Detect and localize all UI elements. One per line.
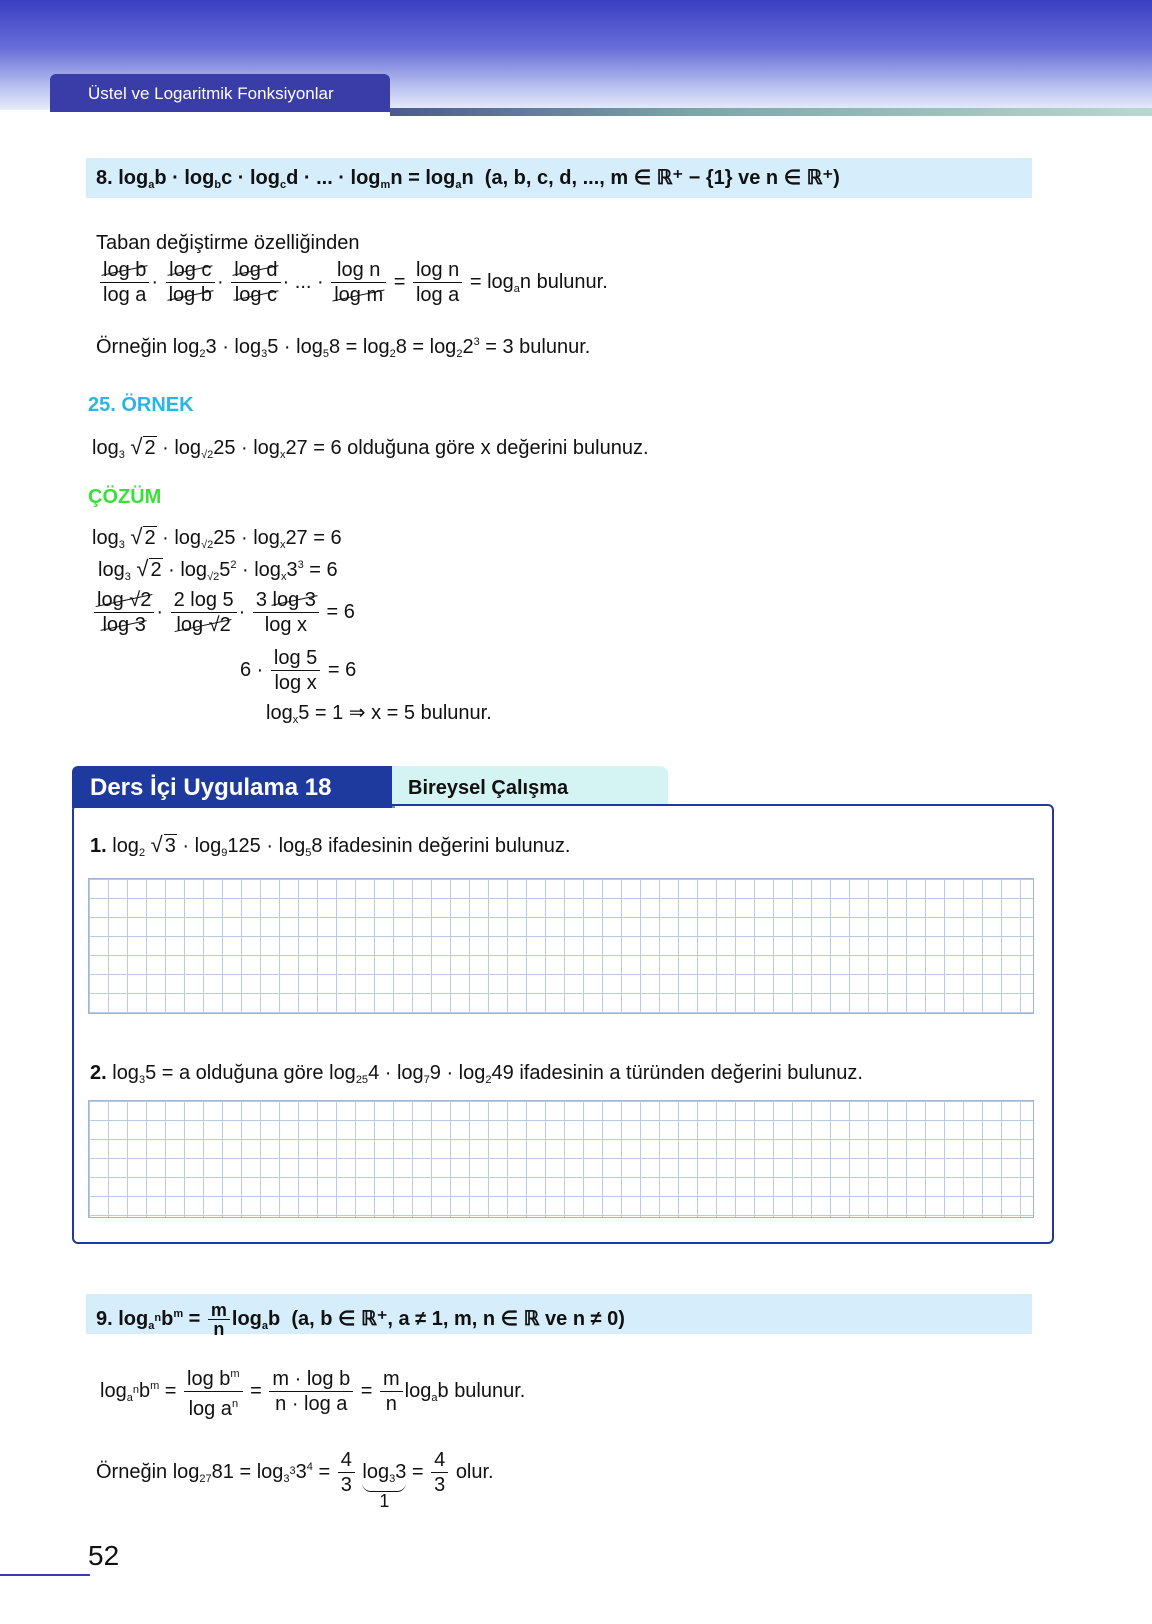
- page-number: 52: [88, 1540, 120, 1571]
- header-rule: [390, 108, 1152, 116]
- solution-line-2: $\log_3$ √ $2 \cdot \log_{√2}5^2 \cdot \log_x3^3 = 6$: [98, 556, 338, 583]
- practice-title: Ders İçi Uygulama 18: [72, 766, 392, 808]
- rule-9-number: 9.: [96, 1308, 113, 1330]
- rule-9-box: 9. $\log_{a^n}b^m$ = $\frac{m}{n}$ $\log_ab$ (a, b ∈ ℝ⁺, a ≠ 1, m, n ∈ ℝ ve n ≠ 0): [86, 1294, 1032, 1334]
- question-tail: = 6 olduğuna göre x değerini bulunuz.: [313, 437, 649, 459]
- rule-9-example: Örneğin $\log_{27}81 = \log_{3^3}3^4$ = $\frac{4}{3}$ $\log_33$ 1 = $\frac{4}{3}$ olur.: [96, 1449, 494, 1511]
- example-title: 25. ÖRNEK: [88, 394, 194, 416]
- example-prefix: Örneğin: [96, 336, 168, 358]
- page-number-rule: [0, 1574, 90, 1576]
- question-2: 2. $\log_35 = a$ olduğuna göre $\log_{25}4 \cdot \log_79 \cdot \log_249$ ifadesinin a türünden değerini bulunuz.: [90, 1062, 863, 1086]
- chapter-tab: Üstel ve Logaritmik Fonksiyonlar: [50, 74, 390, 112]
- rule-9-result: bulunur.: [454, 1379, 526, 1402]
- rule-8-derivation: $\frac{\text{log b}}{\text{log a}}$ · $\frac{\text{log c}}{\text{log b}}$ · $\frac{\text{log d}}{\text{log c}}$ · ... · $\frac{\text{log n}}{\text{log m}}$ = $\frac{\text{log n}}{\text{log a}}$ = $\log_an$ bulunur.: [98, 258, 608, 307]
- example-result: = 3 bulunur.: [485, 336, 591, 358]
- rule-8-example: Örneğin $\log_23 \cdot \log_35 \cdot \log_58 = \log_28 = \log_22^3 = 3$ bulunur.: [96, 336, 591, 360]
- question-1: 1. $\log_2$ √ $3 \cdot \log_9125 \cdot \log_58$ ifadesinin değerini bulunuz.: [90, 832, 571, 859]
- question-1-number: 1.: [90, 835, 107, 857]
- practice-subtitle: Bireysel Çalışma: [392, 766, 668, 806]
- solution-line-4: 6 · $\frac{\log 5}{\text{log x}}$ = 6: [240, 647, 357, 694]
- rule-9-example-prefix: Örneğin: [96, 1460, 168, 1483]
- rule-8-intro: Taban değiştirme özelliğinden: [96, 232, 360, 254]
- question-2-number: 2.: [90, 1062, 107, 1084]
- answer-grid-2[interactable]: [88, 1100, 1034, 1218]
- solution-final: bulunur.: [420, 702, 492, 724]
- brace-value: 1: [379, 1490, 390, 1511]
- rule-9-derivation: $\log_{a^n}b^m$ = $\frac{\log b^m}{\log a^n}$ = $\frac{\text{m · log b}}{\text{n · log a}}$ = $\frac{m}{n}$ $\log_ab$ bulunur.: [100, 1362, 525, 1421]
- question-2-text: ifadesinin a türünden değerini bulunuz.: [519, 1062, 863, 1084]
- rule-8-box: 8. $\log_ab \cdot \log_bc \cdot \log_cd$ · ... · $\log_mn = \log_an$ (a, b, c, d, ..., m ∈ ℝ⁺ − {1} ve n ∈ ℝ⁺): [86, 158, 1032, 198]
- rule-8-number: 8.: [96, 167, 113, 189]
- solution-title: ÇÖZÜM: [88, 486, 162, 508]
- rule-9-example-result: olur.: [455, 1460, 494, 1483]
- rule-9-condition: (a, b ∈ ℝ⁺, a ≠ 1, m, n ∈ ℝ ve n ≠ 0): [291, 1308, 625, 1330]
- solution-line-1: $\log_3$ √ $2 \cdot \log_{√2}25 \cdot \log_x27 = 6$: [92, 524, 342, 551]
- answer-grid-1[interactable]: [88, 878, 1034, 1014]
- solution-line-3: $\frac{\log √2}{\log 3}$ · $\frac{2 \log 5}{\log √2}$ · $\frac{3 \log 3}{\text{log x}}$ = 6: [92, 588, 355, 637]
- solution-line-5: $\log_x5 = 1$ ⇒ x = 5 bulunur.: [266, 702, 492, 726]
- question-2-given: = a olduğuna göre: [161, 1062, 324, 1084]
- question-1-text: ifadesinin değerini bulunuz.: [328, 835, 571, 857]
- rule-8-result: bulunur.: [536, 270, 608, 293]
- example-question: $\log_3$ √ $2 \cdot \log_{√2}25 \cdot \log_x27 = 6$ olduğuna göre x değerini bulunuz.: [92, 434, 649, 461]
- rule-8-condition: (a, b, c, d, ..., m ∈ ℝ⁺ − {1} ve n ∈ ℝ⁺): [484, 167, 840, 189]
